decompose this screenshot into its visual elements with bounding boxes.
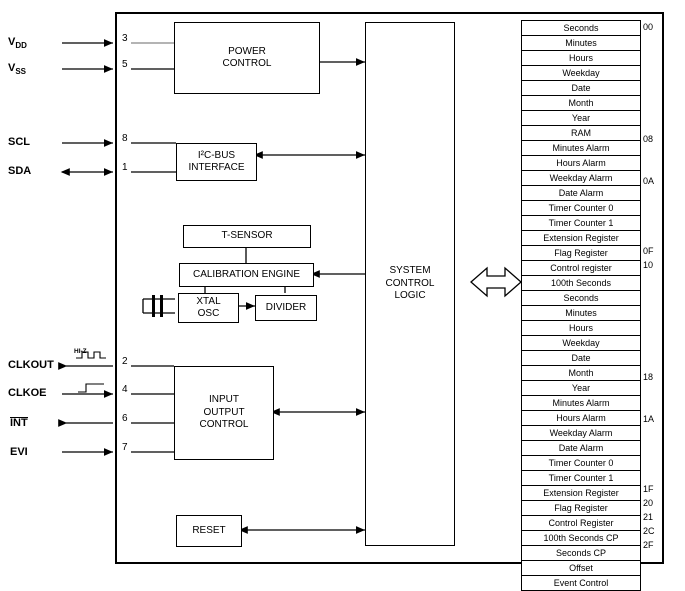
- register-map-table: [521, 20, 641, 591]
- register-row: Minutes Alarm: [522, 141, 640, 156]
- block-input-output-control: INPUT OUTPUT CONTROL: [174, 366, 274, 460]
- register-row: Seconds: [522, 21, 640, 36]
- pin-number-1: 1: [122, 162, 128, 173]
- register-row: Year: [522, 111, 640, 126]
- block-calibration-engine: CALIBRATION ENGINE: [179, 263, 314, 287]
- register-address: 2C: [643, 526, 655, 536]
- pin-number-8: 8: [122, 133, 128, 144]
- register-row: Flag Register: [522, 246, 640, 261]
- block-system-control-logic: SYSTEM CONTROL LOGIC: [365, 22, 455, 546]
- pin-number-7: 7: [122, 442, 128, 453]
- register-row: RAM: [522, 126, 640, 141]
- register-row: Year: [522, 381, 640, 396]
- register-row: Minutes: [522, 36, 640, 51]
- pin-label-int: INT: [10, 417, 28, 429]
- register-address: 2F: [643, 540, 654, 550]
- pin-label-vdd: $V_{DD}$: [8, 36, 27, 51]
- pin-number-3: 3: [122, 33, 128, 44]
- register-address: 20: [643, 498, 654, 508]
- register-row: Hours: [522, 321, 640, 336]
- register-row: Extension Register: [522, 486, 640, 501]
- register-row: Seconds CP: [522, 546, 640, 561]
- pin-label-clkoe: CLKOE: [8, 387, 47, 399]
- block-power-control: POWER CONTROL: [174, 22, 320, 94]
- block-xtal-osc: XTAL OSC: [178, 293, 239, 323]
- register-row: Weekday: [522, 336, 640, 351]
- register-row: Weekday: [522, 66, 640, 81]
- pin-number-5: 5: [122, 59, 128, 70]
- register-address: 18: [643, 372, 654, 382]
- register-address: 10: [643, 260, 654, 270]
- register-row: Minutes: [522, 306, 640, 321]
- hiz-label: HI-Z: [74, 348, 87, 355]
- pin-label-scl: SCL: [8, 136, 30, 148]
- register-row: Date: [522, 81, 640, 96]
- register-address: 08: [643, 134, 654, 144]
- register-row: Weekday Alarm: [522, 171, 640, 186]
- block-reset: RESET: [176, 515, 242, 547]
- register-row: Flag Register: [522, 501, 640, 516]
- register-address: 1F: [643, 484, 654, 494]
- register-address: 0F: [643, 246, 654, 256]
- register-row: Hours Alarm: [522, 156, 640, 171]
- register-row: Month: [522, 96, 640, 111]
- register-row: Timer Counter 0: [522, 201, 640, 216]
- register-row: Control register: [522, 261, 640, 276]
- block-i2c-bus-interface: I²C-BUS INTERFACE: [176, 143, 257, 181]
- register-row: Weekday Alarm: [522, 426, 640, 441]
- register-address: 00: [643, 22, 654, 32]
- register-row: Timer Counter 1: [522, 471, 640, 486]
- register-row: Date: [522, 351, 640, 366]
- register-row: Event Control: [522, 576, 640, 591]
- register-row: Month: [522, 366, 640, 381]
- pin-number-2: 2: [122, 356, 128, 367]
- register-row: Hours: [522, 51, 640, 66]
- pin-label-vss: $V_{SS}$: [8, 62, 27, 77]
- register-row: Extension Register: [522, 231, 640, 246]
- register-row: Control Register: [522, 516, 640, 531]
- block-divider: DIVIDER: [255, 295, 317, 321]
- register-address: 21: [643, 512, 654, 522]
- crystal-plate-right: [160, 295, 163, 317]
- register-row: Hours Alarm: [522, 411, 640, 426]
- register-row: 100th Seconds: [522, 276, 640, 291]
- register-row: Offset: [522, 561, 640, 576]
- pin-label-evi: EVI: [10, 446, 28, 458]
- register-row: Date Alarm: [522, 441, 640, 456]
- pin-number-4: 4: [122, 384, 128, 395]
- register-row: Timer Counter 1: [522, 216, 640, 231]
- register-address: 1A: [643, 414, 655, 424]
- register-row: 100th Seconds CP: [522, 531, 640, 546]
- block-t-sensor: T-SENSOR: [183, 225, 311, 248]
- crystal-plate-left: [152, 295, 155, 317]
- register-row: Timer Counter 0: [522, 456, 640, 471]
- register-row: Date Alarm: [522, 186, 640, 201]
- register-address: 0A: [643, 176, 655, 186]
- register-row: Minutes Alarm: [522, 396, 640, 411]
- pin-label-sda: SDA: [8, 165, 32, 177]
- register-row: Seconds: [522, 291, 640, 306]
- pin-label-clkout: CLKOUT: [8, 359, 54, 371]
- pin-number-6: 6: [122, 413, 128, 424]
